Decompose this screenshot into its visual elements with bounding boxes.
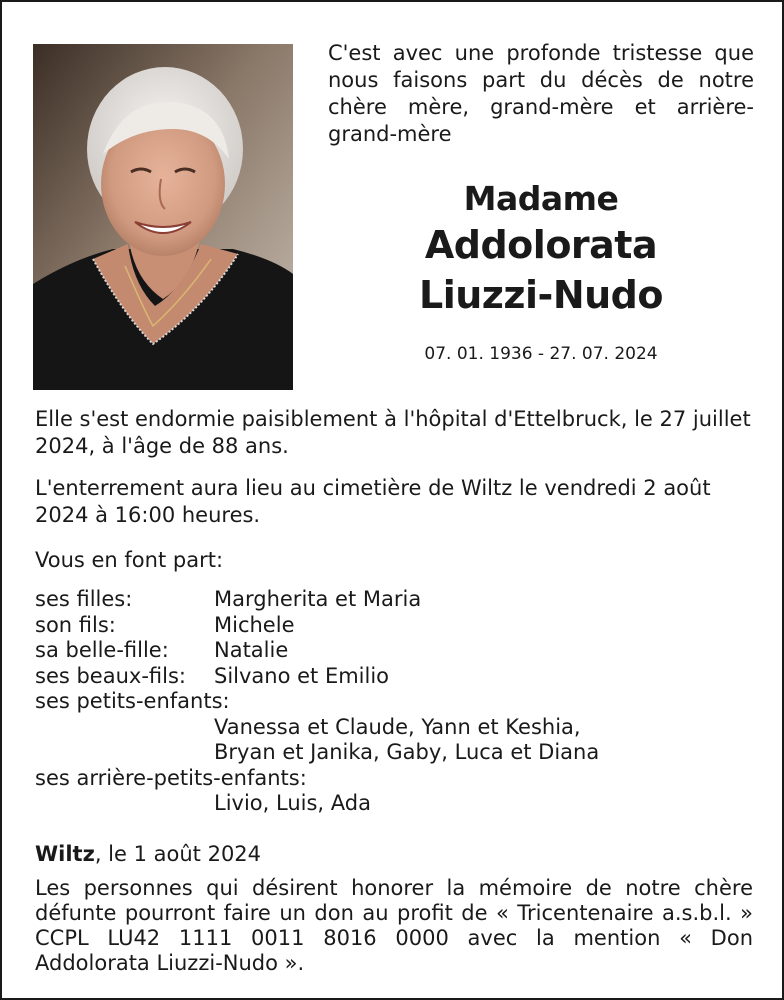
family-names: Michele: [214, 612, 295, 637]
name-last: Liuzzi-Nudo: [419, 273, 663, 317]
family-row: [35, 587, 755, 613]
family-relation: ses arrière-petits-enfants:: [35, 765, 307, 790]
funeral-paragraph: L'enterrement aura lieu au cimetière de Wiltz le vendredi 2 août 2024 à 16:00 heures.: [35, 476, 711, 527]
family-intro: Vous en font part:: [35, 548, 224, 572]
family-relation: ses beaux-fils:: [35, 663, 186, 688]
passing-paragraph: Elle s'est endormie paisiblement à l'hôpital d'Ettelbruck, le 27 juillet 2024, à l'âge de 88 ans.: [35, 407, 751, 458]
family-relation: ses petits-enfants:: [35, 689, 230, 713]
portrait-photo: [33, 44, 293, 390]
family-relation: son fils:: [35, 612, 116, 637]
intro-text: C'est avec une profonde tristesse que nous faisons part du décès de notre chère mère, grand-mère et arrière-grand-mère: [328, 41, 754, 146]
family-row: [35, 613, 755, 639]
family-row: [35, 664, 755, 690]
name-title: Madame: [463, 179, 619, 218]
family-list: [35, 587, 755, 817]
family-names: Bryan et Janika, Gaby, Luca et Diana: [214, 740, 600, 764]
family-relation: ses filles:: [35, 587, 133, 611]
life-dates: 07. 01. 1936 - 27. 07. 2024: [424, 344, 658, 364]
family-relation: sa belle-fille:: [35, 638, 169, 662]
donation-paragraph: Les personnes qui désirent honorer la mémoire de notre chère défunte pourront faire un don au profit de « Tricentenaire a.s.b.l. » CCPL LU42 1111 0011 8016 0000 avec la mention « Don Addolorata Liuzzi-Nudo ».: [35, 876, 753, 975]
family-row: [35, 740, 755, 766]
family-row: [35, 689, 755, 715]
family-names: Livio, Luis, Ada: [214, 791, 371, 815]
family-row: [35, 715, 755, 741]
family-row: [35, 766, 755, 792]
deceased-name: [328, 178, 754, 320]
family-row: [35, 638, 755, 664]
place-name: Wiltz: [35, 842, 95, 866]
family-names: Margherita et Maria: [214, 587, 422, 611]
family-names: Natalie: [214, 638, 289, 662]
family-names: Vanessa et Claude, Yann et Keshia,: [214, 714, 581, 739]
name-first: Addolorata: [424, 223, 658, 267]
place-date: , le 1 août 2024: [94, 842, 262, 866]
family-names: Silvano et Emilio: [214, 663, 390, 688]
family-row: [35, 791, 755, 817]
place-date-line: [35, 840, 261, 868]
